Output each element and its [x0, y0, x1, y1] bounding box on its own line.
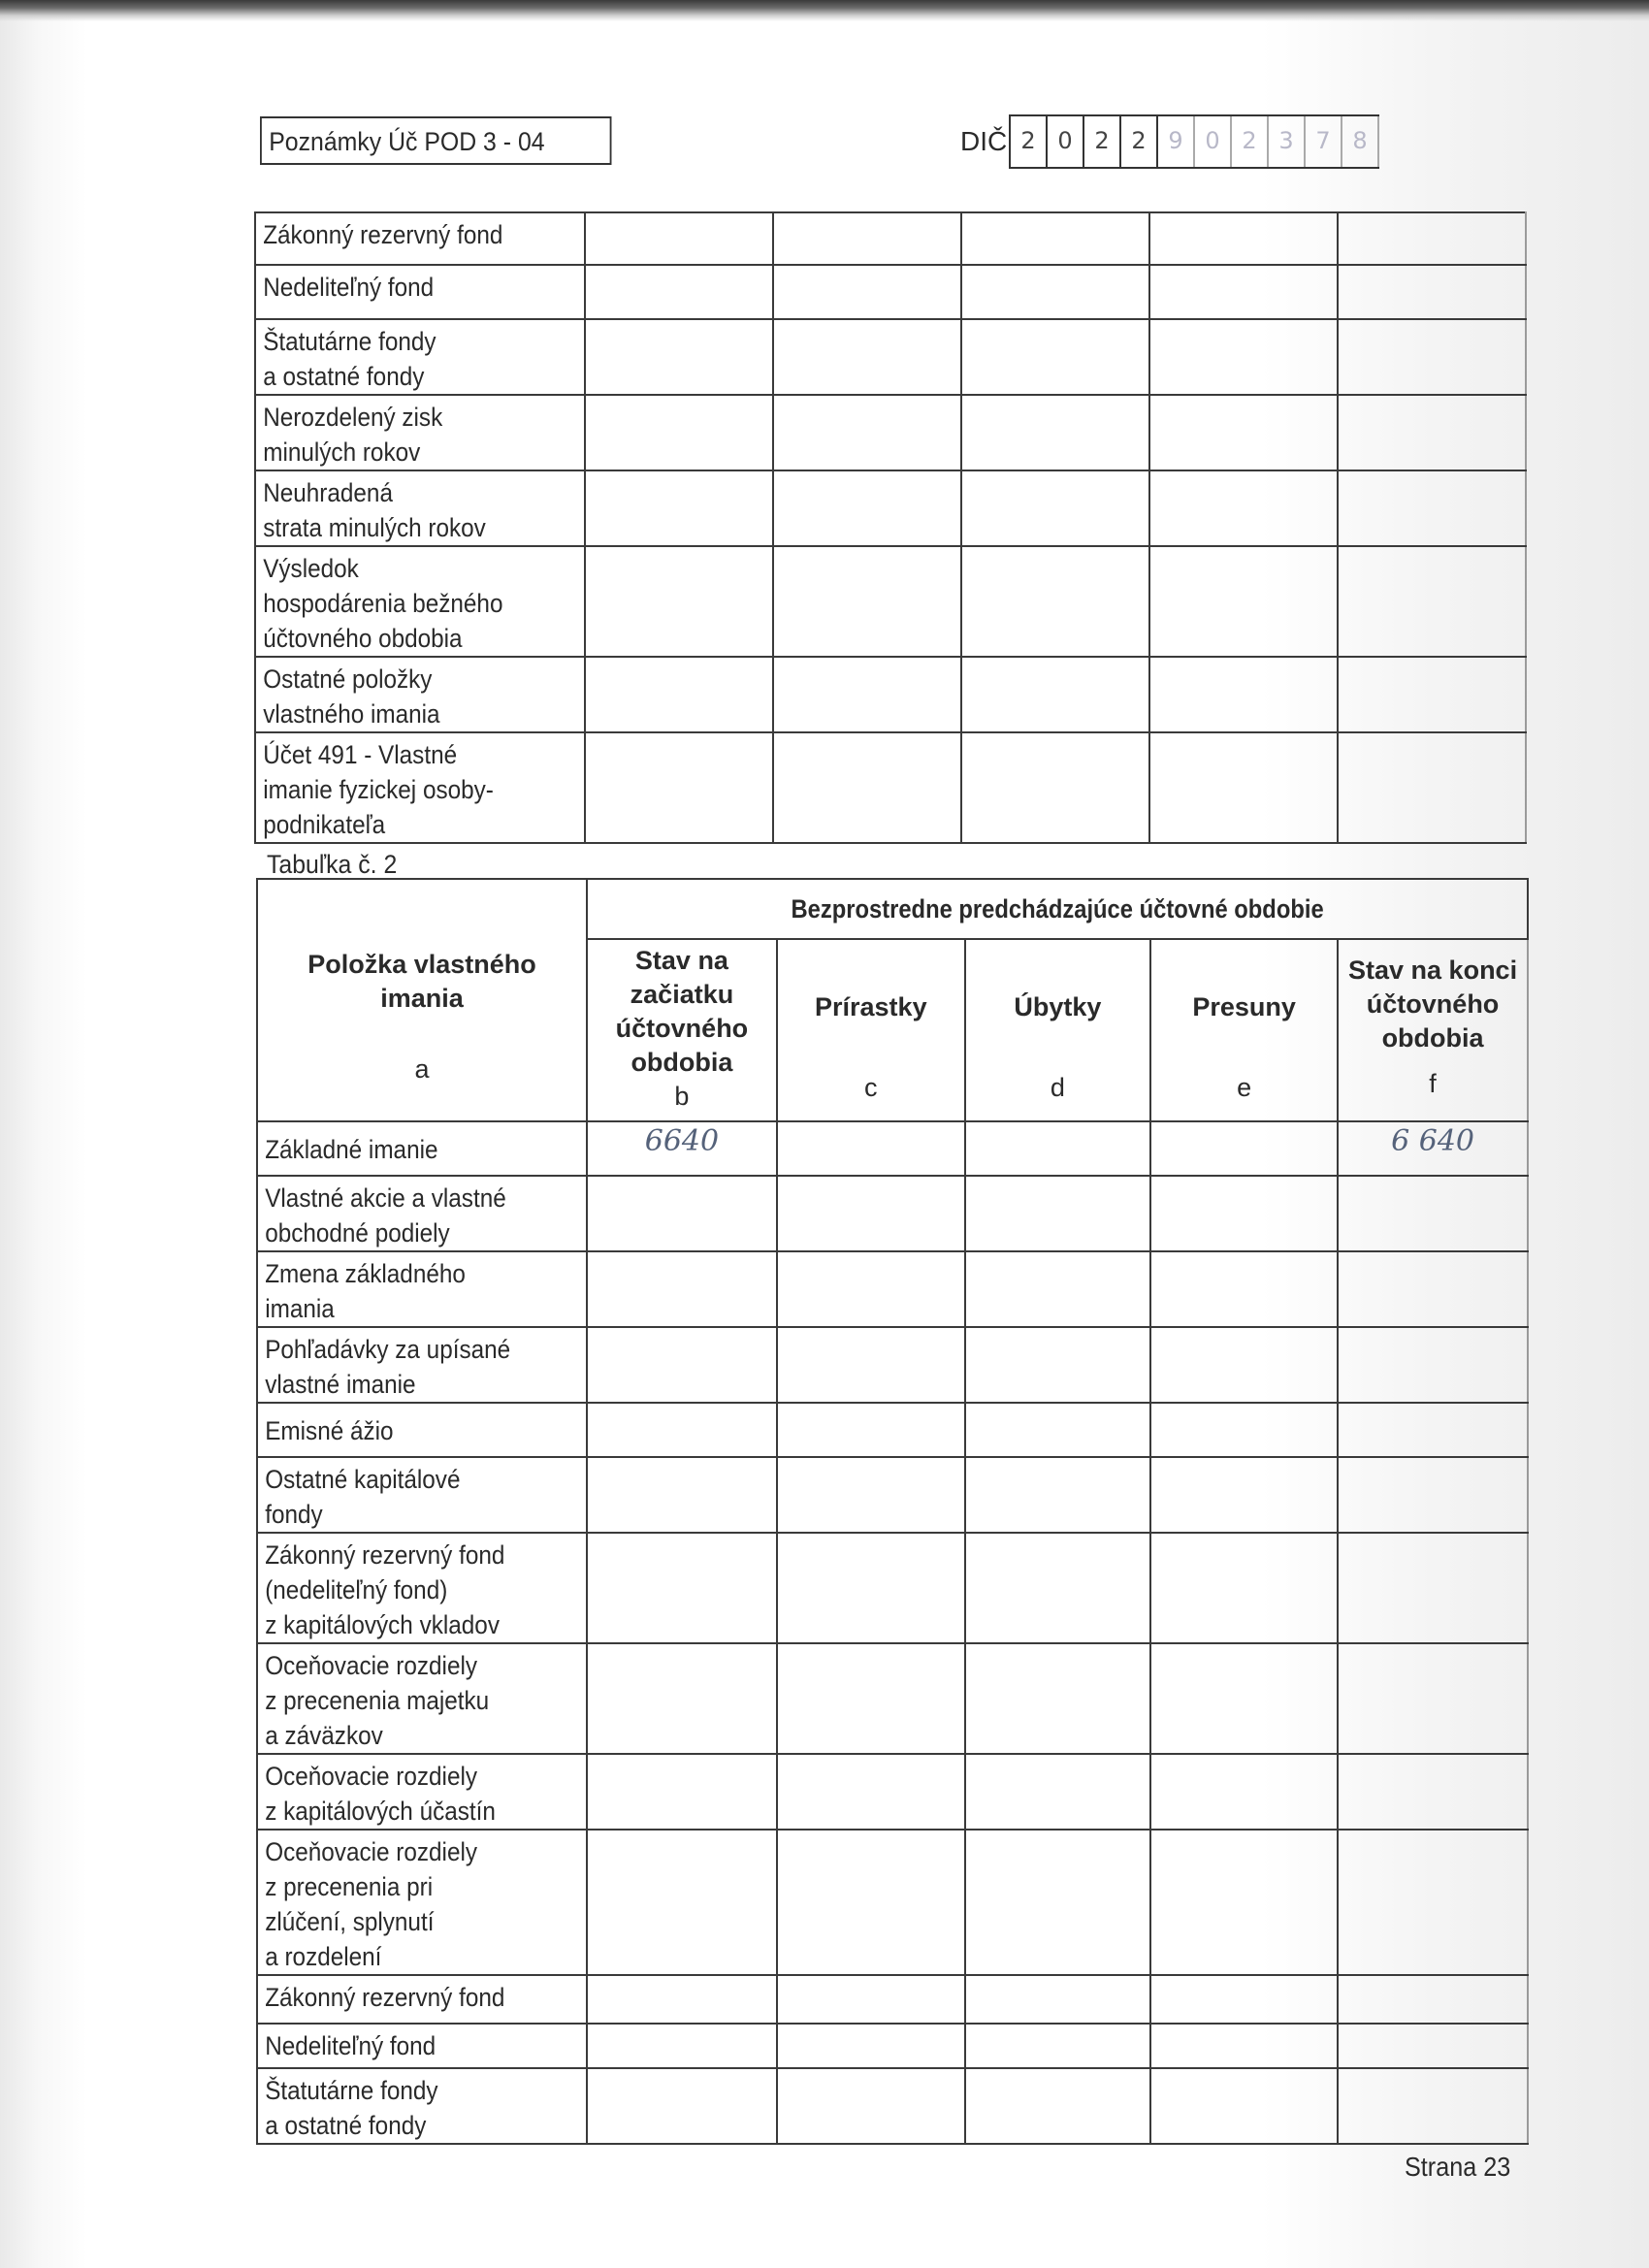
row-label-cell [255, 657, 585, 732]
value-cell[interactable] [1150, 1121, 1338, 1176]
table-caption: Tabuľka č. 2 [267, 850, 398, 879]
row-label: Účet 491 - Vlastné imanie fyzickej osoby- podnikateľa [263, 740, 494, 839]
column-letter: b [674, 1082, 690, 1111]
row-label-cell [255, 395, 585, 470]
value-cell[interactable] [961, 732, 1149, 843]
value-cell[interactable] [777, 2024, 965, 2068]
value-cell[interactable] [777, 1251, 965, 1327]
value-cell[interactable] [1338, 395, 1526, 470]
value-cell[interactable] [1149, 212, 1338, 265]
value-cell[interactable] [965, 1457, 1150, 1533]
value-cell[interactable] [1338, 212, 1526, 265]
value-cell[interactable] [1338, 1176, 1528, 1251]
table-row [257, 1176, 1528, 1251]
value-cell[interactable] [965, 1533, 1150, 1643]
row-label-cell [257, 1533, 587, 1643]
row-label: Ostatné položky vlastného imania [263, 664, 440, 729]
row-label-cell [257, 2068, 587, 2144]
row-label-cell [257, 1975, 587, 2024]
equity-movements-table [256, 878, 1529, 2145]
value-cell[interactable] [1149, 395, 1338, 470]
value-cell[interactable] [965, 1176, 1150, 1251]
header-cell [777, 939, 965, 1121]
dic-digit: 0 [1195, 116, 1232, 167]
value-cell[interactable] [773, 265, 961, 319]
row-label-cell [255, 265, 585, 319]
value-cell[interactable] [1149, 732, 1338, 843]
value-cell[interactable] [777, 1533, 965, 1643]
value-cell[interactable] [1338, 732, 1526, 843]
column-letter: f [1429, 1069, 1437, 1098]
value-cell[interactable] [773, 212, 961, 265]
row-label-cell [257, 2024, 587, 2068]
period-header-cell [587, 879, 1528, 939]
value-cell[interactable] [587, 1403, 777, 1457]
value-cell[interactable] [1150, 1251, 1338, 1327]
header-cell [1338, 939, 1528, 1121]
dic-digit: 2 [1232, 116, 1269, 167]
row-label: Nedeliteľný fond [265, 2031, 436, 2060]
row-label: Oceňovacie rozdiely z precenenia majetku a záväzkov [265, 1651, 490, 1750]
row-label-cell [257, 1176, 587, 1251]
value-cell[interactable] [965, 1327, 1150, 1403]
value-cell[interactable] [1338, 265, 1526, 319]
table-row [255, 732, 1526, 843]
dic-digit: 2 [1084, 116, 1121, 167]
row-label-cell [257, 1327, 587, 1403]
row-label-cell [255, 546, 585, 657]
table-header-row [257, 879, 1528, 939]
table-row [257, 2068, 1528, 2144]
value-cell[interactable] [587, 1754, 777, 1830]
row-label-cell [257, 1457, 587, 1533]
header-item-label: Položka vlastného imania [307, 950, 536, 1013]
table-row [257, 2024, 1528, 2068]
value-cell[interactable] [777, 2068, 965, 2144]
column-letter: e [1237, 1073, 1252, 1102]
value-cell[interactable] [961, 395, 1149, 470]
value-cell[interactable] [961, 546, 1149, 657]
value-cell[interactable] [1338, 2068, 1528, 2144]
value-cell[interactable] [587, 1251, 777, 1327]
value-cell[interactable] [1338, 319, 1526, 395]
row-label: Zákonný rezervný fond [265, 1983, 505, 2012]
value-cell[interactable] [587, 2068, 777, 2144]
value-cell[interactable] [1338, 2024, 1528, 2068]
header-item-cell [257, 879, 587, 1121]
header-col-e: Presuny [1192, 992, 1296, 1021]
value-cell[interactable] [587, 1643, 777, 1754]
dic-digit: 3 [1269, 116, 1306, 167]
header-col-b: Stav na začiatku účtovného obdobia [615, 946, 749, 1077]
row-label-cell [257, 1251, 587, 1327]
value-cell[interactable] [961, 265, 1149, 319]
form-code-box: Poznámky Úč POD 3 - 04 [260, 116, 611, 165]
value-cell[interactable] [1150, 1830, 1338, 1975]
row-label-cell [255, 212, 585, 265]
dic-digit: 2 [1011, 116, 1048, 167]
table-row [257, 1121, 1528, 1176]
value-cell[interactable] [1150, 1975, 1338, 2024]
equity-table-continued [254, 211, 1527, 844]
value-cell[interactable] [1150, 1403, 1338, 1457]
value-cell[interactable] [1149, 265, 1338, 319]
row-label: Zmena základného imania [265, 1259, 466, 1323]
value-cell[interactable] [1338, 1754, 1528, 1830]
table-row [255, 395, 1526, 470]
header-cell [587, 939, 777, 1121]
value-cell[interactable] [585, 470, 773, 546]
value-cell[interactable] [1338, 1403, 1528, 1457]
value-cell[interactable] [965, 1403, 1150, 1457]
row-label: Vlastné akcie a vlastné obchodné podiely [265, 1183, 506, 1247]
value-cell[interactable] [773, 319, 961, 395]
value-cell[interactable] [585, 265, 773, 319]
value-cell[interactable] [587, 1533, 777, 1643]
value-cell[interactable] [965, 2024, 1150, 2068]
value-cell[interactable] [965, 1121, 1150, 1176]
table-row [257, 1327, 1528, 1403]
header-cell [1150, 939, 1338, 1121]
value-cell[interactable] [965, 1754, 1150, 1830]
value-cell[interactable] [961, 657, 1149, 732]
value-cell[interactable] [1149, 546, 1338, 657]
row-label-cell [257, 1830, 587, 1975]
value-cell[interactable] [585, 212, 773, 265]
row-label: Výsledok hospodárenia bežného účtovného obdobia [263, 554, 503, 653]
row-label-cell [257, 1754, 587, 1830]
row-label: Nedeliteľný fond [263, 273, 435, 302]
dic-label: DIČ [960, 126, 1008, 156]
value-cell[interactable] [1338, 1830, 1528, 1975]
value-cell[interactable] [961, 212, 1149, 265]
table-row [255, 657, 1526, 732]
value-cell[interactable] [587, 2024, 777, 2068]
value-cell[interactable] [1149, 319, 1338, 395]
table-row [257, 1830, 1528, 1975]
row-label: Emisné ážio [265, 1416, 394, 1445]
row-label-cell [257, 1121, 587, 1176]
value-cell[interactable] [773, 395, 961, 470]
value-cell[interactable] [587, 1327, 777, 1403]
value-cell[interactable] [777, 1830, 965, 1975]
value-cell[interactable] [1338, 1457, 1528, 1533]
value-cell[interactable] [961, 470, 1149, 546]
value-cell[interactable] [777, 1121, 965, 1176]
row-label: Základné imanie [265, 1135, 438, 1164]
value-cell[interactable] [965, 2068, 1150, 2144]
value-cell[interactable] [1338, 470, 1526, 546]
value-cell[interactable] [587, 1975, 777, 2024]
value-cell[interactable] [1150, 1457, 1338, 1533]
row-label: Zákonný rezervný fond [263, 220, 503, 249]
header-col-f: Stav na konci účtovného obdobia [1348, 956, 1518, 1053]
value-cell[interactable] [777, 1176, 965, 1251]
row-label-cell [255, 470, 585, 546]
value-cell[interactable] [1338, 1251, 1528, 1327]
table-row [255, 212, 1526, 265]
value-cell[interactable] [587, 1830, 777, 1975]
column-letter: a [414, 1054, 430, 1084]
value-cell[interactable] [1150, 1533, 1338, 1643]
row-label-cell [257, 1403, 587, 1457]
table-row [257, 1643, 1528, 1754]
header-cell [965, 939, 1150, 1121]
handwritten-value: 6640 [644, 1124, 720, 1158]
page-number: Strana 23 [1405, 2152, 1511, 2182]
value-cell[interactable] [587, 1121, 777, 1176]
row-label: Pohľadávky za upísané vlastné imanie [265, 1335, 511, 1399]
value-cell[interactable] [585, 732, 773, 843]
row-label: Nerozdelený zisk minulých rokov [263, 403, 443, 467]
table-row [255, 265, 1526, 319]
row-label: Oceňovacie rozdiely z kapitálových účastín [265, 1762, 496, 1826]
value-cell[interactable] [1338, 1121, 1528, 1176]
table-row [257, 1533, 1528, 1643]
handwritten-value: 6 640 [1391, 1124, 1474, 1158]
value-cell[interactable] [585, 319, 773, 395]
value-cell[interactable] [965, 1643, 1150, 1754]
dic-digit: 9 [1158, 116, 1195, 167]
value-cell[interactable] [777, 1643, 965, 1754]
table-row [257, 1754, 1528, 1830]
row-label: Ostatné kapitálové fondy [265, 1465, 461, 1529]
row-label: Oceňovacie rozdiely z precenenia pri zlúčení, splynutí a rozdelení [265, 1837, 478, 1971]
value-cell[interactable] [777, 1457, 965, 1533]
value-cell[interactable] [777, 1975, 965, 2024]
table-row [255, 470, 1526, 546]
value-cell[interactable] [1150, 1643, 1338, 1754]
dic-digit: 2 [1121, 116, 1158, 167]
value-cell[interactable] [777, 1403, 965, 1457]
value-cell[interactable] [1338, 657, 1526, 732]
dic-digit: 7 [1306, 116, 1342, 167]
row-label-cell [255, 732, 585, 843]
dic-digit: 0 [1048, 116, 1084, 167]
value-cell[interactable] [587, 1176, 777, 1251]
column-letter: d [1050, 1073, 1065, 1102]
value-cell[interactable] [773, 732, 961, 843]
value-cell[interactable] [1150, 1176, 1338, 1251]
value-cell[interactable] [965, 1975, 1150, 2024]
row-label: Zákonný rezervný fond (nedeliteľný fond) z kapitálových vkladov [265, 1540, 505, 1639]
value-cell[interactable] [585, 546, 773, 657]
table-row [257, 1975, 1528, 2024]
value-cell[interactable] [585, 657, 773, 732]
value-cell[interactable] [965, 1830, 1150, 1975]
value-cell[interactable] [1338, 1327, 1528, 1403]
value-cell[interactable] [1150, 1327, 1338, 1403]
value-cell[interactable] [1149, 470, 1338, 546]
value-cell[interactable] [777, 1327, 965, 1403]
value-cell[interactable] [1150, 2024, 1338, 2068]
row-label-cell [257, 1643, 587, 1754]
value-cell[interactable] [773, 657, 961, 732]
table-row [257, 1403, 1528, 1457]
row-label: Štatutárne fondy a ostatné fondy [265, 2076, 438, 2140]
value-cell[interactable] [773, 470, 961, 546]
value-cell[interactable] [585, 395, 773, 470]
dic-boxes [1009, 114, 1379, 169]
column-letter: c [864, 1073, 878, 1102]
value-cell[interactable] [965, 1251, 1150, 1327]
row-label: Štatutárne fondy a ostatné fondy [263, 327, 436, 391]
value-cell[interactable] [961, 319, 1149, 395]
header-col-d: Úbytky [1014, 992, 1102, 1021]
value-cell[interactable] [1150, 2068, 1338, 2144]
dic-digit: 8 [1342, 116, 1379, 167]
row-label: Neuhradená strata minulých rokov [263, 478, 486, 542]
value-cell[interactable] [1338, 1975, 1528, 2024]
value-cell[interactable] [1338, 1643, 1528, 1754]
value-cell[interactable] [587, 1457, 777, 1533]
row-label-cell [255, 319, 585, 395]
period-header: Bezprostredne predchádzajúce účtovné obdobie [791, 893, 1324, 923]
table-row [257, 1251, 1528, 1327]
value-cell[interactable] [1149, 657, 1338, 732]
value-cell[interactable] [777, 1754, 965, 1830]
value-cell[interactable] [773, 546, 961, 657]
value-cell[interactable] [1150, 1754, 1338, 1830]
table-row [257, 1457, 1528, 1533]
table-row [255, 319, 1526, 395]
value-cell[interactable] [1338, 1533, 1528, 1643]
value-cell[interactable] [1338, 546, 1526, 657]
table-row [255, 546, 1526, 657]
header-col-c: Prírastky [815, 992, 927, 1021]
